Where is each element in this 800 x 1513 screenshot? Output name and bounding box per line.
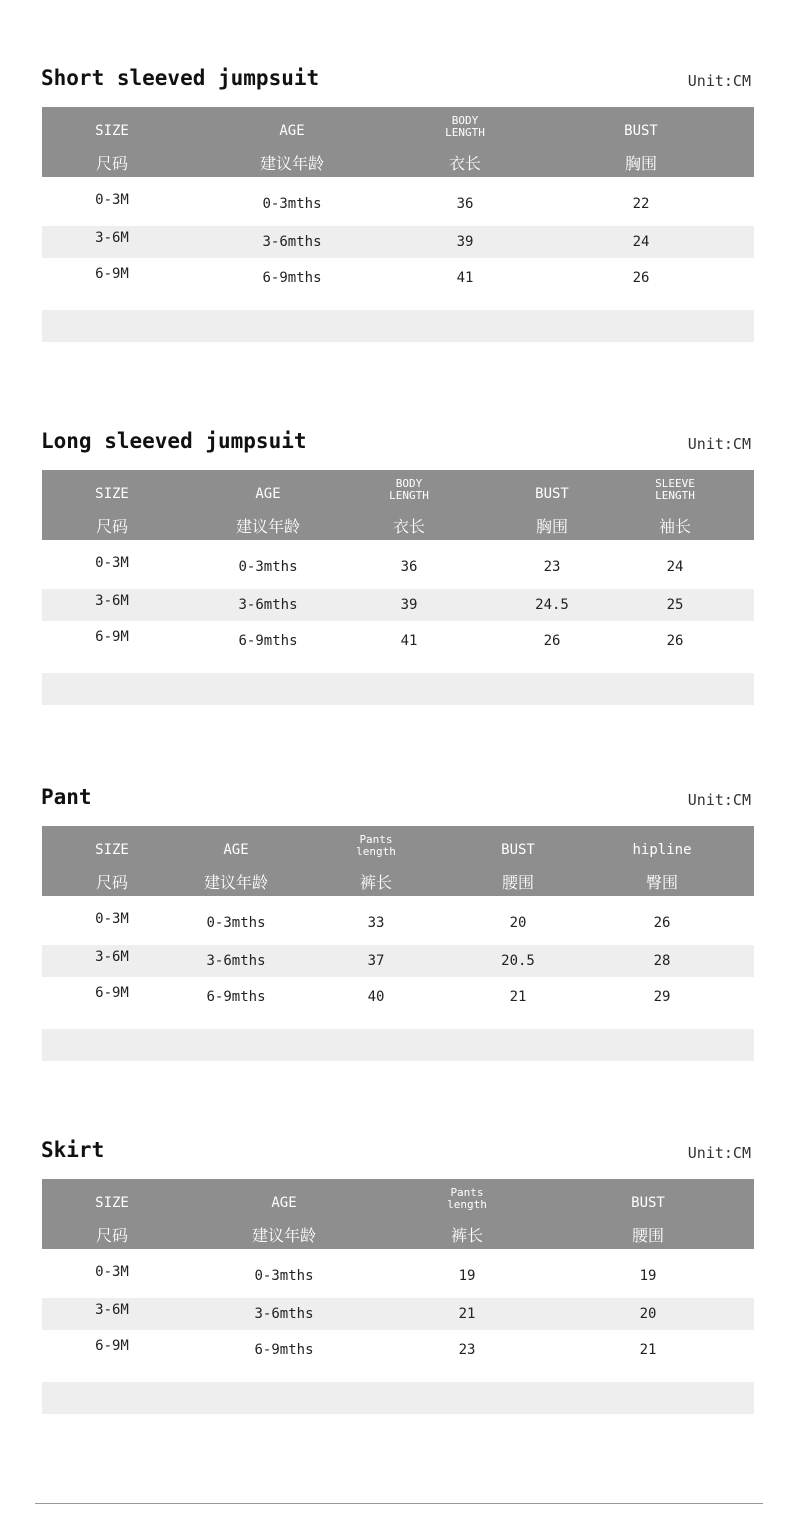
header-cn-label: 尺码 <box>95 1226 129 1245</box>
table-cell: 40 <box>367 989 385 1005</box>
table-cell: 3-6mths <box>254 1306 314 1322</box>
header-en-label: AGE <box>255 486 281 502</box>
header-en-label: BUST <box>624 123 658 139</box>
unit-label: Unit:CM <box>687 1144 751 1162</box>
table-cell: 41 <box>456 270 474 286</box>
unit-label: Unit:CM <box>687 72 751 90</box>
table-row <box>42 589 754 621</box>
header-en-label: SIZE <box>95 486 129 502</box>
table-row <box>42 188 754 220</box>
header-en-label: Pants length <box>447 1186 487 1211</box>
header-cn-label: 腰围 <box>501 873 535 892</box>
table-row <box>42 625 754 657</box>
header-cn-label: 臀围 <box>645 873 679 892</box>
table-cell: 0-3M <box>95 192 129 208</box>
table-cell: 21 <box>509 989 527 1005</box>
header-cn-label: 衣长 <box>448 154 482 173</box>
table-cell: 19 <box>639 1268 657 1284</box>
table-cell: 24 <box>666 559 684 575</box>
table-cell: 36 <box>400 559 418 575</box>
blank-row <box>42 673 754 705</box>
table-cell: 24.5 <box>535 597 569 613</box>
table-cell: 19 <box>458 1268 476 1284</box>
table-cell: 3-6M <box>95 949 129 965</box>
table-row <box>42 945 754 977</box>
table-cell: 3-6M <box>95 230 129 246</box>
table-cell: 26 <box>543 633 561 649</box>
header-en-label: AGE <box>223 842 249 858</box>
table-header <box>42 107 754 177</box>
table-cell: 36 <box>456 196 474 212</box>
header-en-label: Pants length <box>356 833 396 858</box>
table-cell: 39 <box>456 234 474 250</box>
table-cell: 0-3mths <box>206 915 266 931</box>
header-en-label: AGE <box>279 123 305 139</box>
table-cell: 28 <box>653 953 671 969</box>
table-cell: 6-9M <box>95 629 129 645</box>
header-cn-label: 胸围 <box>535 517 569 536</box>
header-en-label: AGE <box>271 1195 297 1211</box>
section-title: Skirt <box>41 1138 105 1162</box>
table-cell: 3-6mths <box>206 953 266 969</box>
table-header <box>42 826 754 896</box>
table-cell: 3-6mths <box>238 597 298 613</box>
header-cn-label: 腰围 <box>631 1226 665 1245</box>
table-cell: 23 <box>543 559 561 575</box>
size-table <box>42 107 754 342</box>
table-header <box>42 470 754 540</box>
blank-row <box>42 1382 754 1414</box>
table-cell: 20 <box>509 915 527 931</box>
section-title: Long sleeved jumpsuit <box>41 429 307 453</box>
table-cell: 26 <box>632 270 650 286</box>
table-row <box>42 226 754 258</box>
header-cn-label: 衣长 <box>392 517 426 536</box>
table-cell: 20 <box>639 1306 657 1322</box>
header-en-label: BUST <box>535 486 569 502</box>
size-table <box>42 826 754 1061</box>
table-cell: 6-9M <box>95 266 129 282</box>
header-cn-label: 建议年龄 <box>203 873 269 892</box>
header-cn-label: 尺码 <box>95 517 129 536</box>
table-row <box>42 1334 754 1366</box>
header-en-label: BUST <box>631 1195 665 1211</box>
header-en-label: hipline <box>632 842 692 858</box>
header-cn-label: 建议年龄 <box>235 517 301 536</box>
table-cell: 26 <box>653 915 671 931</box>
table-cell: 6-9M <box>95 985 129 1001</box>
table-cell: 6-9mths <box>238 633 298 649</box>
header-en-label: BUST <box>501 842 535 858</box>
header-cn-label: 裤长 <box>450 1226 484 1245</box>
blank-row <box>42 310 754 342</box>
table-cell: 0-3mths <box>262 196 322 212</box>
header-en-label: SIZE <box>95 123 129 139</box>
table-row <box>42 551 754 583</box>
table-cell: 37 <box>367 953 385 969</box>
header-en-label: SIZE <box>95 842 129 858</box>
header-cn-label: 建议年龄 <box>251 1226 317 1245</box>
table-cell: 22 <box>632 196 650 212</box>
table-row <box>42 981 754 1013</box>
header-cn-label: 建议年龄 <box>259 154 325 173</box>
table-cell: 0-3M <box>95 911 129 927</box>
table-cell: 6-9M <box>95 1338 129 1354</box>
blank-row <box>42 1029 754 1061</box>
unit-label: Unit:CM <box>687 791 751 809</box>
header-en-label: BODY LENGTH <box>389 477 429 502</box>
table-cell: 3-6M <box>95 1302 129 1318</box>
table-cell: 41 <box>400 633 418 649</box>
table-cell: 23 <box>458 1342 476 1358</box>
header-en-label: SLEEVE LENGTH <box>655 477 695 502</box>
header-en-label: BODY LENGTH <box>445 114 485 139</box>
table-cell: 21 <box>458 1306 476 1322</box>
table-cell: 29 <box>653 989 671 1005</box>
table-cell: 0-3M <box>95 555 129 571</box>
footer-divider <box>35 1503 763 1504</box>
unit-label: Unit:CM <box>687 435 751 453</box>
header-cn-label: 尺码 <box>95 154 129 173</box>
table-cell: 3-6mths <box>262 234 322 250</box>
table-cell: 6-9mths <box>254 1342 314 1358</box>
section-title: Pant <box>41 785 92 809</box>
table-cell: 6-9mths <box>262 270 322 286</box>
table-cell: 0-3M <box>95 1264 129 1280</box>
table-header <box>42 1179 754 1249</box>
size-table <box>42 1179 754 1414</box>
table-cell: 33 <box>367 915 385 931</box>
header-cn-label: 尺码 <box>95 873 129 892</box>
table-row <box>42 262 754 294</box>
header-cn-label: 裤长 <box>359 873 393 892</box>
section-title: Short sleeved jumpsuit <box>41 66 320 90</box>
table-cell: 21 <box>639 1342 657 1358</box>
table-row <box>42 1298 754 1330</box>
table-cell: 0-3mths <box>254 1268 314 1284</box>
table-cell: 26 <box>666 633 684 649</box>
table-cell: 20.5 <box>501 953 535 969</box>
header-cn-label: 袖长 <box>658 517 692 536</box>
table-cell: 24 <box>632 234 650 250</box>
table-cell: 6-9mths <box>206 989 266 1005</box>
table-cell: 3-6M <box>95 593 129 609</box>
table-row <box>42 907 754 939</box>
table-cell: 25 <box>666 597 684 613</box>
size-table <box>42 470 754 705</box>
table-cell: 0-3mths <box>238 559 298 575</box>
table-row <box>42 1260 754 1292</box>
header-en-label: SIZE <box>95 1195 129 1211</box>
table-cell: 39 <box>400 597 418 613</box>
header-cn-label: 胸围 <box>624 154 658 173</box>
